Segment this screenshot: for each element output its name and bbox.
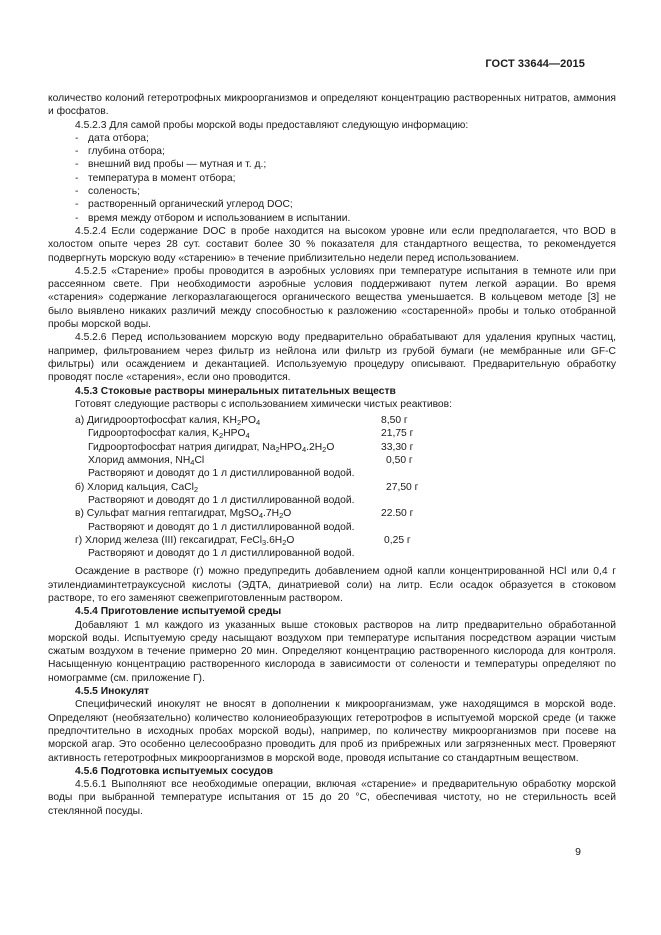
- section-4-5-4-text: Добавляют 1 мл каждого из указанных выше стоковых растворов на литр предварительно обработанной морской воды. Испытуемую среду насыщают воздухом при температуре испытания посредством аэрации чистым сжатым воздухом в течение примерно 20 мин. Определяют концентрацию растворенного кислорода для контроля. Насыщенную концентрацию растворенного кислорода в зависимости от солености и температуры определяют по номограмме (см. приложение Г).: [48, 619, 616, 684]
- list-item: - температура в момент отбора;: [75, 172, 236, 184]
- page-number: 9: [575, 846, 581, 858]
- list-item: - время между отбором и использованием в испытании.: [75, 212, 351, 224]
- recipe-line-d2: Растворяют и доводят до 1 л дистиллированной водой.: [88, 548, 355, 560]
- section-4-5-5-heading: 4.5.5 Инокулят: [75, 686, 150, 698]
- section-4-5-6-heading: 4.5.6 Подготовка испытуемых сосудов: [75, 765, 274, 777]
- section-4-5-2-4: 4.5.2.4 Если содержание DOC в пробе находится на высоком уровне или если предполагается, что BOD в холостом опыте через 28 сут. составит более 30 % показателя для стандартного вещества, то рекомендуется подвергнуть морскую воду «старению» в течение приблизительно недели перед использованием.: [48, 225, 616, 264]
- recipe-line-d1: г) Хлорид железа (III) гексагидрат, $FeCl_3.6H_2O$ 0,25 г: [75, 534, 411, 547]
- list-item: - растворенный органический углерод DOC;: [75, 199, 293, 211]
- paragraph-sediment: Осаждение в растворе (г) можно предупредить добавлением одной капли концентрированной HCl или 0,4 г этилендиаминтетрауксусной кислоты (ЭДТА, динатриевой соли) на литр. Если осадок образуется в стоковом растворе, то его заменяют свежеприготовленным раствором.: [48, 566, 616, 604]
- section-4-5-3-text: Готовят следующие растворы с использованием химически чистых реактивов:: [75, 398, 452, 410]
- list-item: - внешний вид пробы — мутная и т. д.;: [75, 159, 267, 171]
- recipe-line-b2: Растворяют и доводят до 1 л дистиллированной водой.: [88, 494, 355, 506]
- recipe-line-a1: а) Дигидроортофосфат калия, $KH_2PO_4$ 8,50 г: [75, 415, 408, 428]
- stock-solutions-recipe: [48, 414, 616, 560]
- recipe-line-a5: Растворяют и доводят до 1 л дистиллированной водой.: [88, 468, 355, 480]
- section-4-5-6-text: 4.5.6.1 Выполняют все необходимые операции, включая «старение» и предварительную обработку морской воды при выбранной температуре испытания от 15 до 20 °С, обеспечивая чистоту, но не стерильность всей стеклянной посуды.: [48, 779, 616, 817]
- section-4-5-5-text: Специфический инокулят не вносят в дополнении к микроорганизмам, уже находящимся в морской воде. Определяют (необязательно) количество колониеобразующих гетеротрофов в испытуемой морской среде (и также предпочтительно в исходных пробах морской воды), например, по количеству микроорганизмов при посеве на морской агар. Это особенно целесообразно проводить для проб из прибрежных или загрязненных мест. Проверяют активность гетеротрофных микроорганизмов в морской воде, проводя испытание со стандартным веществом.: [48, 699, 616, 764]
- list-item: - глубина отбора;: [75, 146, 165, 158]
- section-4-5-2-5: 4.5.2.5 «Старение» пробы проводится в аэробных условиях при температуре испытания в темноте или при рассеянном свете. При необходимости аэробные условия поддерживают путем легкой аэрации. Во время «старения» содержание легкоразлагающегося органического вещества уменьшается. В кольцевом методе [3] не было выявлено никаких различий между способностью к разложению «состаренной» пробы и только отобранной пробы морской воды.: [48, 265, 616, 331]
- section-4-5-2-6: 4.5.2.6 Перед использованием морскую воду предварительно обрабатывают для удаления крупных частиц, например, фильтрованием через фильтр из нейлона или фильтр из грубой бумаги (не мембранные или GF-C фильтры) или осаждением и декантацией. Используемую процедуру описывают. Предварительную обработку проводят после «старения», если оно проводится.: [48, 332, 616, 384]
- paragraph-intro: количество колоний гетеротрофных микроорганизмов и определяют концентрацию растворенных нитратов, аммония и фосфатов.: [48, 93, 616, 118]
- recipe-line-c2: Растворяют и доводят до 1 л дистиллированной водой.: [88, 521, 355, 533]
- list-item: - дата отбора;: [75, 132, 149, 144]
- section-4-5-4-heading: 4.5.4 Приготовление испытуемой среды: [75, 606, 282, 618]
- section-4-5-2-3: 4.5.2.3 Для самой пробы морской воды предоставляют следующую информацию:: [75, 119, 469, 131]
- recipe-line-a3: Гидроортофосфат натрия дигидрат, $Na_2HPO_4.2H_2O$ 33,30 г: [88, 441, 414, 454]
- recipe-line-a2: Гидроортофосфат калия, $K_2HPO_4$ 21,75 г: [88, 428, 414, 441]
- section-4-5-3-heading: 4.5.3 Стоковые растворы минеральных питательных веществ: [75, 385, 396, 397]
- standard-header: ГОСТ 33644—2015: [485, 58, 585, 70]
- sample-info-list: [48, 132, 616, 225]
- document-body: [48, 92, 616, 818]
- list-item: - соленость;: [75, 186, 141, 198]
- recipe-line-a4: Хлорид аммония, $NH_4Cl$ 0,50 г: [88, 455, 413, 468]
- recipe-line-c1: в) Сульфат магния гептагидрат, $MgSO_4.7H_2O$ 22.50 г: [75, 508, 414, 521]
- recipe-line-b1: б) Хлорид кальция, CaCl$_2$ 27,50 г: [75, 481, 419, 494]
